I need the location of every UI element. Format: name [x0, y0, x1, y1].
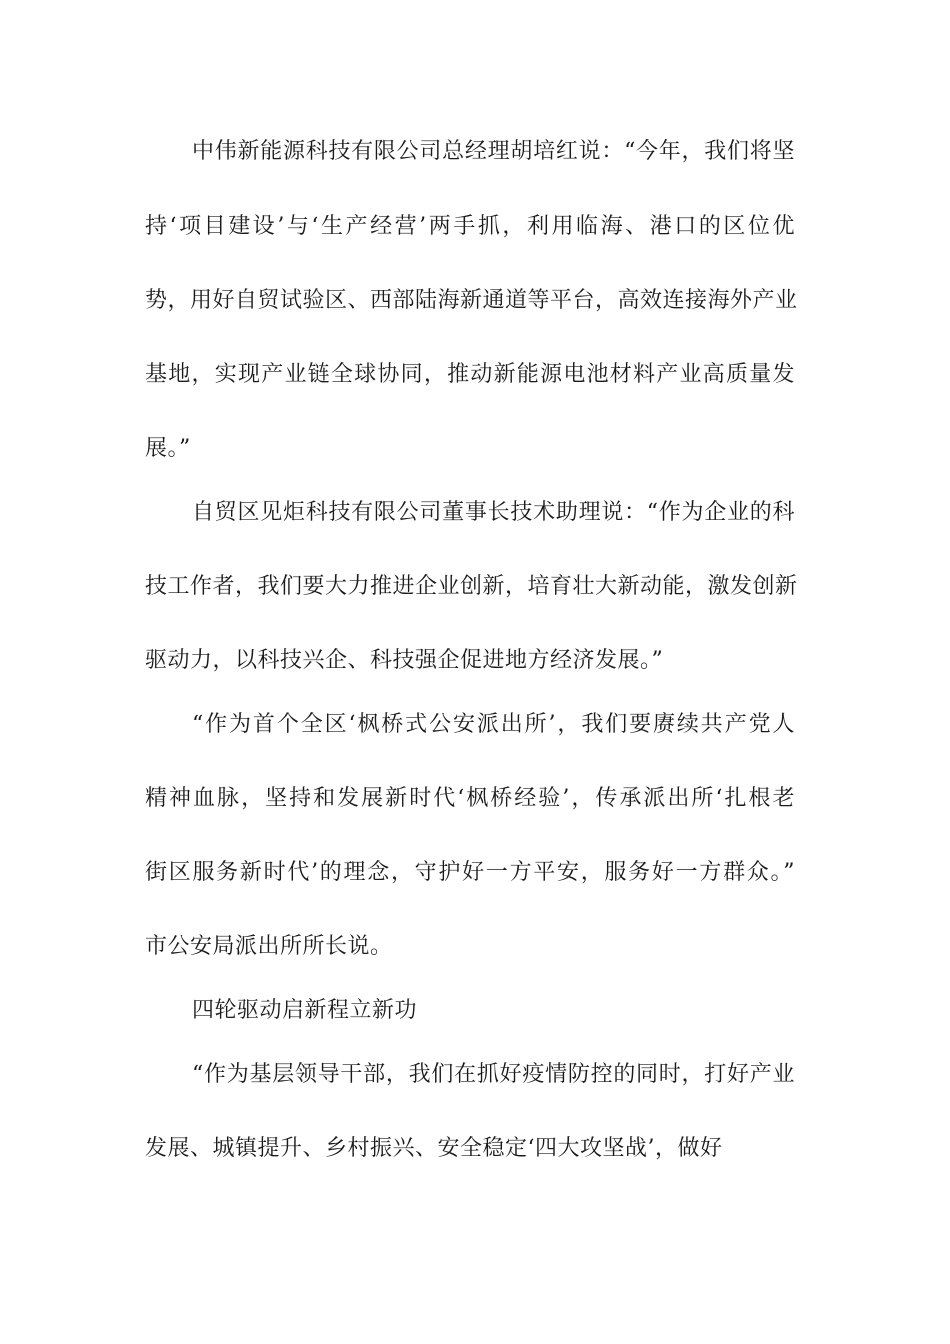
- paragraph-1-line-2: 持‘项目建设’与‘生产经营’两手抓，利用临海、港口的区位优: [145, 214, 795, 239]
- paragraph-2-line-2: 技工作者，我们要大力推进企业创新，培育壮大新动能，激发创新: [145, 574, 798, 599]
- section-heading: 四轮驱动启新程立新功: [192, 998, 418, 1023]
- paragraph-3-line-4: 市公安局派出所所长说。: [145, 934, 393, 959]
- paragraph-3-line-2: 精神血脉，坚持和发展新时代‘枫桥经验’，传承派出所‘扎根老: [145, 786, 795, 811]
- paragraph-1-line-5: 展。”: [145, 436, 191, 461]
- paragraph-1-line-3: 势，用好自贸试验区、西部陆海新通道等平台，高效连接海外产业: [145, 288, 798, 313]
- paragraph-2-line-1: 自贸区见炬科技有限公司董事长技术助理说：“作为企业的科: [192, 500, 795, 525]
- paragraph-1-line-4: 基地，实现产业链全球协同，推动新能源电池材料产业高质量发: [145, 362, 795, 387]
- paragraph-3-line-1: “作为首个全区‘枫桥式公安派出所’，我们要赓续共产党人: [192, 712, 795, 737]
- paragraph-1-line-1: 中伟新能源科技有限公司总经理胡培红说：“今年，我们将坚: [192, 139, 795, 164]
- paragraph-5-line-1: “作为基层领导干部，我们在抓好疫情防控的同时，打好产业: [192, 1062, 795, 1087]
- paragraph-5-line-2: 发展、城镇提升、乡村振兴、安全稳定‘四大攻坚战’，做好: [145, 1136, 723, 1161]
- paragraph-3-line-3: 街区服务新时代’的理念，守护好一方平安，服务好一方群众。”: [145, 860, 795, 885]
- paragraph-2-line-3: 驱动力，以科技兴企、科技强企促进地方经济发展。”: [145, 648, 664, 673]
